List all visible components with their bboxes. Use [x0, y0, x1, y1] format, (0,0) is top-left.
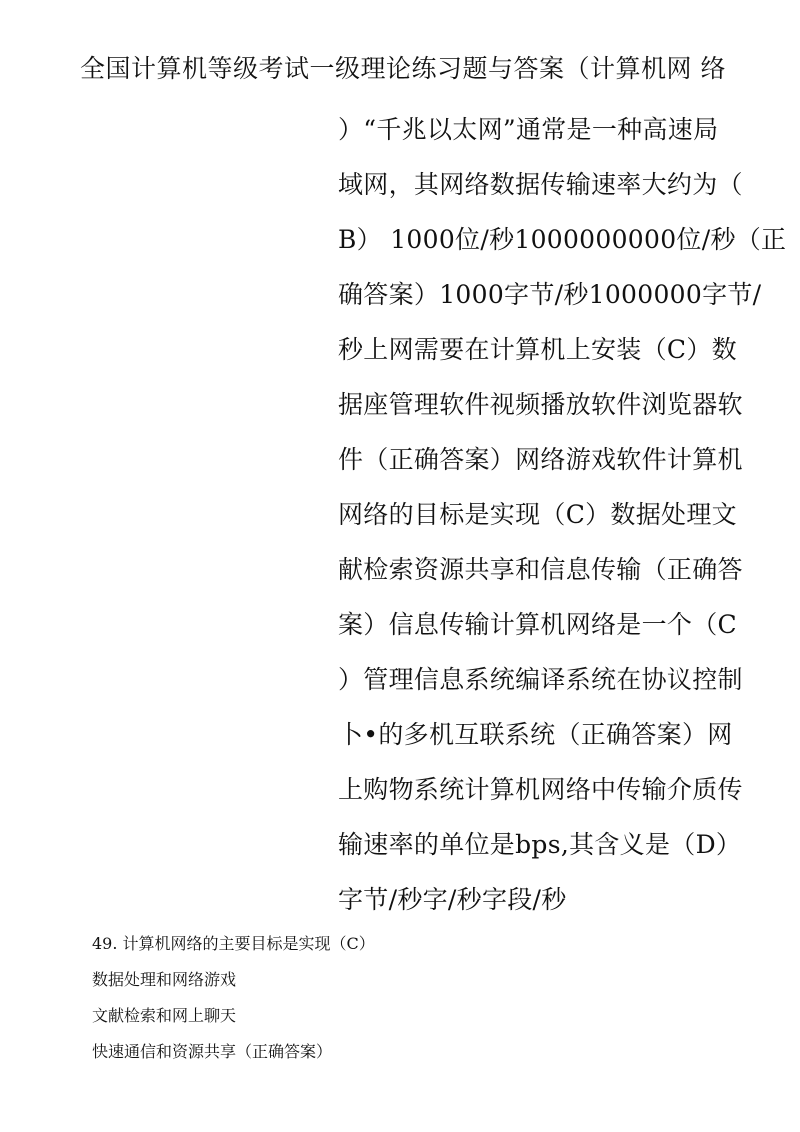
text-line: ）管理信息系统编译系统在协议控制: [338, 665, 743, 694]
text-line: B） 1000位/秒1000000000位/秒（正: [338, 225, 787, 254]
answer-option: 快速通信和资源共享（正确答案）: [92, 1042, 333, 1061]
text-line: 秒上网需要在计算机上安装（C）数: [338, 335, 737, 364]
text-line: 上购物系统计算机网络中传输介质传: [338, 775, 743, 804]
question-49-block: [92, 926, 752, 1070]
question-stem: 49. 计算机网络的主要目标是实现（C）: [92, 934, 375, 953]
text-line: ）“千兆以太网”通常是一种高速局: [338, 115, 719, 144]
text-line: 网络的目标是实现（C）数据处理文: [338, 500, 737, 529]
text-line: 输速率的单位是bps,其含义是（D）: [338, 830, 742, 859]
document-title: 全国计算机等级考试一级理论练习题与答案（计算机网 络: [80, 54, 726, 83]
text-line: 字节/秒字/秒字段/秒: [338, 885, 567, 914]
text-line: 献检索资源共享和信息传输（正确答: [338, 555, 743, 584]
text-line: 确答案）1000字节/秒1000000字节/: [338, 280, 762, 309]
question-text-column: [338, 102, 787, 927]
answer-option: 文献检索和网上聊天: [92, 1006, 237, 1025]
text-line: 域网，其网络数据传输速率大约为（: [338, 170, 743, 199]
answer-option: 数据处理和网络游戏: [92, 970, 237, 989]
text-line: 案）信息传输计算机网络是一个（C: [338, 610, 737, 639]
text-line: 据座管理软件视频播放软件浏览器软: [338, 390, 743, 419]
text-line: 件（正确答案）网络游戏软件计算机: [338, 445, 743, 474]
text-line: 卜•的多机互联系统（正确答案）网: [338, 720, 733, 749]
